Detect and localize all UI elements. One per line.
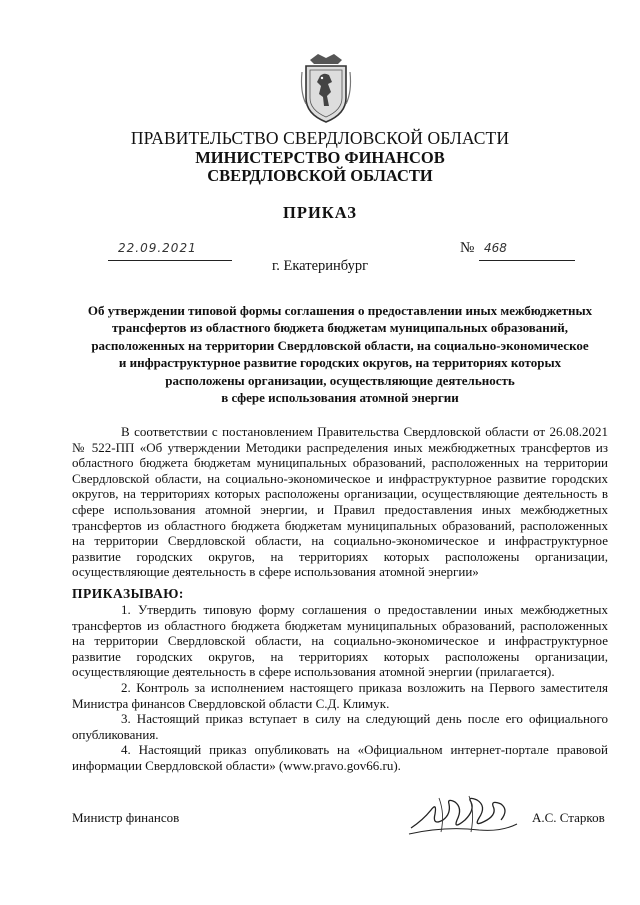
- signatory-name: А.С. Старков: [532, 810, 605, 825]
- signatory-title: Министр финансов: [72, 810, 180, 825]
- subject-line: в сфере использования атомной энергии: [221, 390, 459, 406]
- order-items: [72, 602, 608, 774]
- city: г. Екатеринбург: [271, 258, 369, 274]
- preamble-paragraph: В соответствии с постановлением Правительства Свердловской области от 26.08.2021 № 522-ПП «Об утверждении Методики распределения иных межбюджетных трансфертов из областного бюджета бюджетам муниципальных образований, расположенных на территории Свердловской области, на социально-экономическое и инфраструктурное развитие городских округов, на территориях которых расположены организации, осуществляющие деятельность в сфере использования атомной энергии, и Правил предоставления иных межбюджетных трансфертов из областного бюджета бюджетам муниципальных образований, расположенных на территории Свердловской области, на социально-экономическое и инфраструктурное развитие городских округов, на территориях которых расположены организации, осуществляющие деятельность в сфере использования атомной энергии»: [72, 424, 608, 580]
- subject-line: расположены организации, осуществляющие деятельность: [165, 372, 515, 388]
- ministry-title-line2: СВЕРДЛОВСКОЙ ОБЛАСТИ: [207, 166, 433, 185]
- number-sign: №: [460, 240, 475, 256]
- ministry-title-line1: МИНИСТЕРСТВО ФИНАНСОВ: [195, 148, 445, 167]
- handwritten-signature-icon: [405, 790, 523, 840]
- government-title: ПРАВИТЕЛЬСТВО СВЕРДЛОВСКОЙ ОБЛАСТИ: [130, 128, 510, 148]
- order-item: 4. Настоящий приказ опубликовать на «Официальном интернет-портале правовой информации Свердловской области» (www.pravo.gov66.ru).: [72, 742, 608, 773]
- subject-line: и инфраструктурное развитие городских округов, на территориях которых: [118, 355, 562, 371]
- order-date: 22.09.2021: [118, 241, 197, 255]
- subject-line: трансфертов из областного бюджета бюджетам муниципальных образований,: [111, 320, 569, 336]
- order-subject: [60, 302, 620, 406]
- order-number: 468: [484, 241, 507, 255]
- decree-word: ПРИКАЗЫВАЮ:: [72, 586, 184, 601]
- order-item: 2. Контроль за исполнением настоящего приказа возложить на Первого заместителя Министра финансов Свердловской области С.Д. Климук.: [72, 679, 608, 711]
- order-item: 1. Утвердить типовую форму соглашения о предоставлении иных межбюджетных трансфертов из областного бюджета бюджетам муниципальных образований, расположенных на территории Свердловской области, на социально-экономическое и инфраструктурное развитие городских округов, на территориях которых расположены организации, осуществляющие деятельность в сфере использования атомной энергии (прилагается).: [72, 602, 608, 680]
- coat-of-arms-icon: [298, 52, 354, 124]
- order-item: 3. Настоящий приказ вступает в силу на следующий день после его официального опубликования.: [72, 711, 608, 742]
- document-type: ПРИКАЗ: [283, 203, 357, 222]
- subject-line: Об утверждении типовой формы соглашения о предоставлении иных межбюджетных: [87, 303, 593, 318]
- subject-line: расположенных на территории Свердловской области, на социально-экономическое: [91, 337, 589, 353]
